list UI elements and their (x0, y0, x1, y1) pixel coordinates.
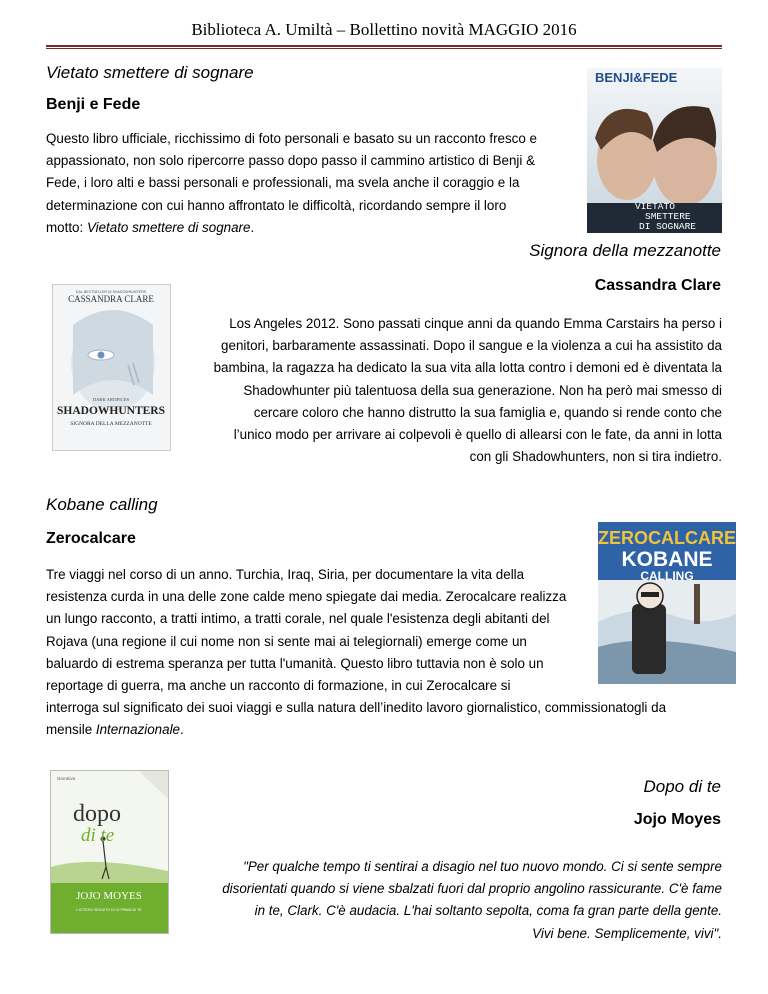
description-line: con gli Shadowhunters, non si tira indietro. (469, 449, 722, 465)
description-line: determinazione con cui hanno affrontato le difficoltà, ricordando sempre il loro (46, 197, 507, 213)
description-line: cercare coloro che hanno distrutto la sua famiglia e, quando si rende conto che (253, 404, 722, 420)
book-description (170, 856, 722, 945)
book-cover-dopo-di-te (50, 770, 169, 934)
description-line: "Per qualche tempo ti sentirai a disagio nel tuo nuovo mondo. Ci si sente sempre (243, 859, 722, 874)
book-cover-benji-fede (587, 68, 722, 233)
svg-text:DARK ARTIFICES: DARK ARTIFICES (92, 397, 130, 402)
description-line: baluardo di estrema speranza per tutta l'umanità. Questo libro tuttavia non è solo un (46, 655, 544, 671)
description-line: interroga sul significato dei suoi viaggi e sulla natura dell’inedito lavoro giornalistico, commissionatogli da (46, 700, 667, 716)
cover-brand: BENJI&FEDE (595, 70, 678, 85)
description-line: genitori, barbaramente assassinati. Dopo il sangue e la violenza a cui ha assistito da (221, 338, 722, 354)
book-description (46, 128, 586, 239)
book-title: Dopo di te (643, 777, 721, 796)
svg-text:L'ATTESO SEGUITO DI IO PRIMA D: L'ATTESO SEGUITO DI IO PRIMA DI TE (76, 908, 142, 912)
svg-text:VIETATO: VIETATO (635, 201, 675, 212)
svg-text:CALLING: CALLING (640, 569, 694, 583)
svg-text:CASSANDRA CLARE: CASSANDRA CLARE (68, 294, 154, 304)
svg-text:Narrativa: Narrativa (57, 776, 76, 781)
description-line: mensile Internazionale. (46, 722, 184, 738)
description-line: l’unico modo per arrivare ai colpevoli è quello di allearsi con le fate, da anni in lotta (233, 427, 722, 443)
description-line: Fede, i loro alti e bassi personali e professionali, ma svela anche il coraggio e la (46, 175, 520, 191)
svg-text:di te: di te (81, 825, 115, 846)
book-title: Kobane calling (46, 495, 158, 514)
book-cover-kobane (598, 522, 736, 684)
description-line: reportage di guerra, ma anche un racconto di formazione, in cui Zerocalcare si (46, 678, 511, 694)
description-line: in te, Clark. C'è audacia. L'hai soltanto sepolta, coma fa gran parte della gente. (254, 903, 722, 919)
book-author: Cassandra Clare (594, 277, 721, 294)
book-description (170, 313, 722, 468)
book-title: Vietato smettere di sognare (46, 63, 254, 82)
description-line: Shadowhunter più talentuosa della sua generazione. Non ha però mai smesso di (243, 382, 722, 398)
book-author: Jojo Moyes (633, 811, 721, 828)
svg-text:JOJO MOYES: JOJO MOYES (76, 890, 142, 902)
cover-brand: SHADOWHUNTERS (57, 405, 165, 417)
description-line: appassionato, non solo ripercorre passo dopo passo il cammino artistico di Benji & (46, 153, 536, 169)
header-rule-bottom (46, 48, 722, 49)
book-author: Zerocalcare (46, 530, 136, 547)
description-line: Los Angeles 2012. Sono passati cinque anni da quando Emma Carstairs ha perso i (229, 316, 722, 331)
description-line: un lungo racconto, a tratti intimo, a tratti corale, nel quale l'esistenza degli abitanti del (46, 611, 550, 627)
book-cover-shadowhunters (52, 284, 171, 451)
description-line: Vivi bene. Semplicemente, vivi". (532, 925, 722, 941)
svg-text:SIGNORA DELLA MEZZANOTTE: SIGNORA DELLA MEZZANOTTE (70, 421, 152, 427)
book-title: Signora della mezzanotte (529, 241, 721, 260)
svg-text:DAL BESTSELLER DI SHADOWHUNTER: DAL BESTSELLER DI SHADOWHUNTERS (75, 290, 147, 294)
cover-brand: KOBANE (621, 548, 713, 571)
description-line: Tre viaggi nel corso di un anno. Turchia, Iraq, Siria, per documentare la vita della (46, 567, 525, 582)
svg-text:ZEROCALCARE: ZEROCALCARE (598, 528, 736, 548)
book-author: Benji e Fede (46, 96, 141, 113)
svg-text:DI SOGNARE: DI SOGNARE (639, 221, 697, 232)
svg-text:SMETTERE: SMETTERE (645, 211, 691, 222)
description-line: Questo libro ufficiale, ricchissimo di foto personali e basato su un racconto fresco e (46, 131, 537, 146)
description-line: Rojava (una regione il cui nome non si sente mai ai telegiornali) emerge come un (46, 633, 527, 649)
header-rule-top (46, 45, 722, 47)
cover-brand: dopo (73, 801, 121, 827)
description-line: motto: Vietato smettere di sognare. (46, 219, 255, 235)
description-line: bambina, la ragazza ha dedicato la sua vita alla lotta contro i demoni ed è diventata la (213, 360, 722, 376)
page-header: Biblioteca A. Umiltà – Bollettino novità MAGGIO 2016 (191, 20, 577, 39)
description-line: resistenza curda in una delle zone calde meno spiegate dai media. Zerocalcare realizza (46, 589, 567, 605)
description-line: disorientati quando si viene sbalzati fuori dal proprio angolino rassicurante. C'è fame (222, 881, 722, 897)
